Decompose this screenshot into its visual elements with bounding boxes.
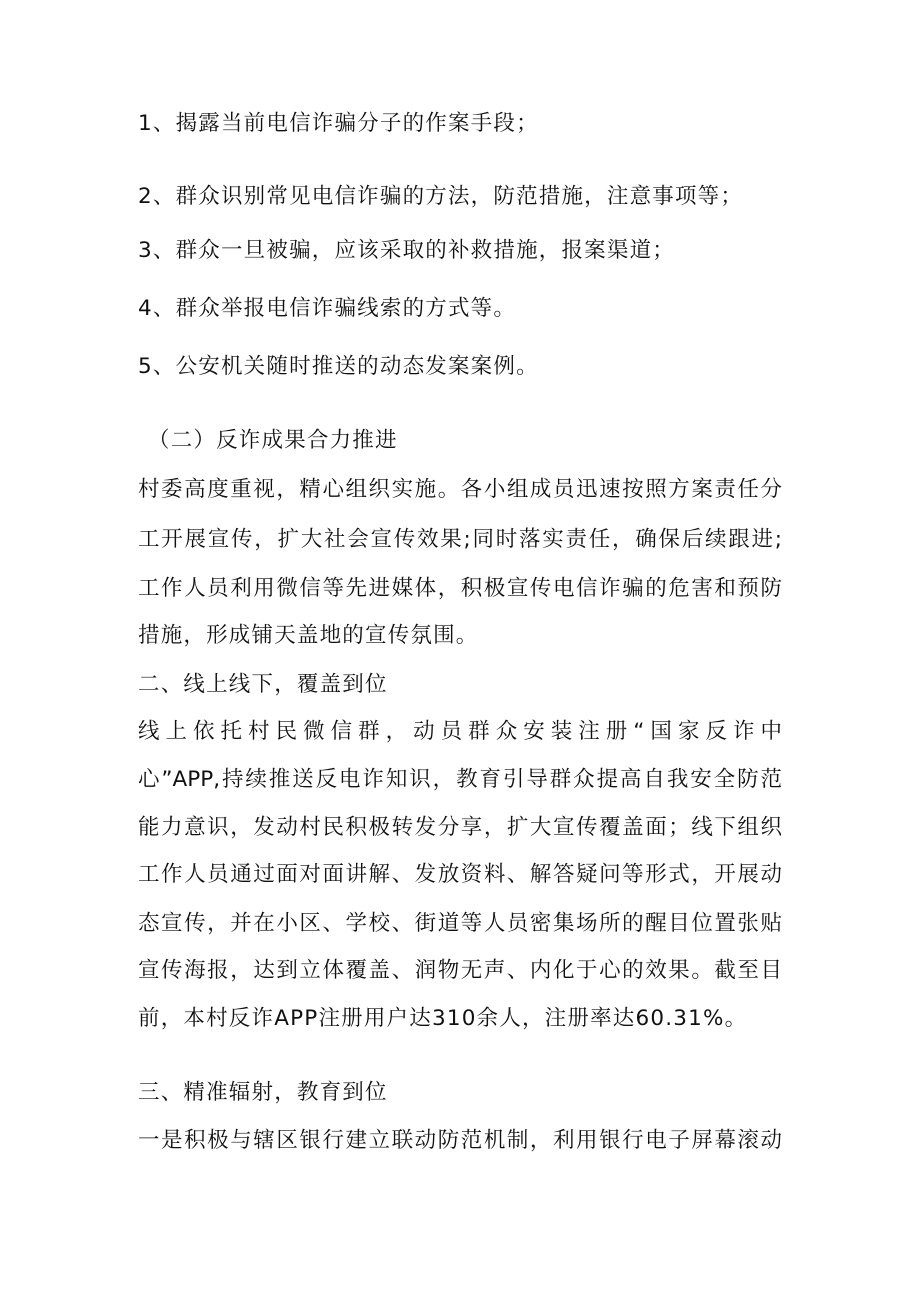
paragraph-line: 工作人员通过面对面讲解、发放资料、解答疑问等形式，开展动 xyxy=(138,862,782,887)
list-item: 5、公安机关随时推送的动态发案案例。 xyxy=(138,354,539,379)
paragraph-line: 线上依托村民微信群，动员群众安装注册“国家反诈中 xyxy=(138,719,782,744)
section-subheading: （二）反诈成果合力推进 xyxy=(148,428,398,453)
paragraph-line: 前，本村反诈APP注册用户达310余人，注册率达60.31%。 xyxy=(138,1006,748,1031)
list-item: 4、群众举报电信诈骗线索的方式等。 xyxy=(138,296,517,321)
paragraph-line: 工作人员利用微信等先进媒体，积极宣传电信诈骗的危害和预防 xyxy=(138,576,782,601)
section-heading: 三、精准辐射，教育到位 xyxy=(138,1080,388,1105)
paragraph-line: 心”APP,持续推送反电诈知识，教育引导群众提高自我安全防范 xyxy=(138,767,782,792)
section-heading: 二、线上线下，覆盖到位 xyxy=(138,672,388,697)
list-item: 1、揭露当前电信诈骗分子的作案手段； xyxy=(138,111,539,136)
list-item: 3、群众一旦被骗，应该采取的补救措施，报案渠道； xyxy=(138,238,675,263)
list-item: 2、群众识别常见电信诈骗的方法，防范措施，注意事项等； xyxy=(138,184,744,209)
paragraph-line: 能力意识，发动村民积极转发分享，扩大宣传覆盖面；线下组织 xyxy=(138,815,782,840)
paragraph-line: 措施，形成铺天盖地的宣传氛围。 xyxy=(138,623,479,648)
paragraph-line: 一是积极与辖区银行建立联动防范机制，利用银行电子屏幕滚动 xyxy=(138,1128,782,1153)
paragraph-line: 村委高度重视，精心组织实施。各小组成员迅速按照方案责任分 xyxy=(138,477,782,502)
paragraph-line: 工开展宣传，扩大社会宣传效果;同时落实责任，确保后续跟进; xyxy=(138,527,782,552)
paragraph-line: 态宣传，并在小区、学校、街道等人员密集场所的醒目位置张贴 xyxy=(138,911,782,936)
paragraph-line: 宣传海报，达到立体覆盖、润物无声、内化于心的效果。截至目 xyxy=(138,958,782,983)
